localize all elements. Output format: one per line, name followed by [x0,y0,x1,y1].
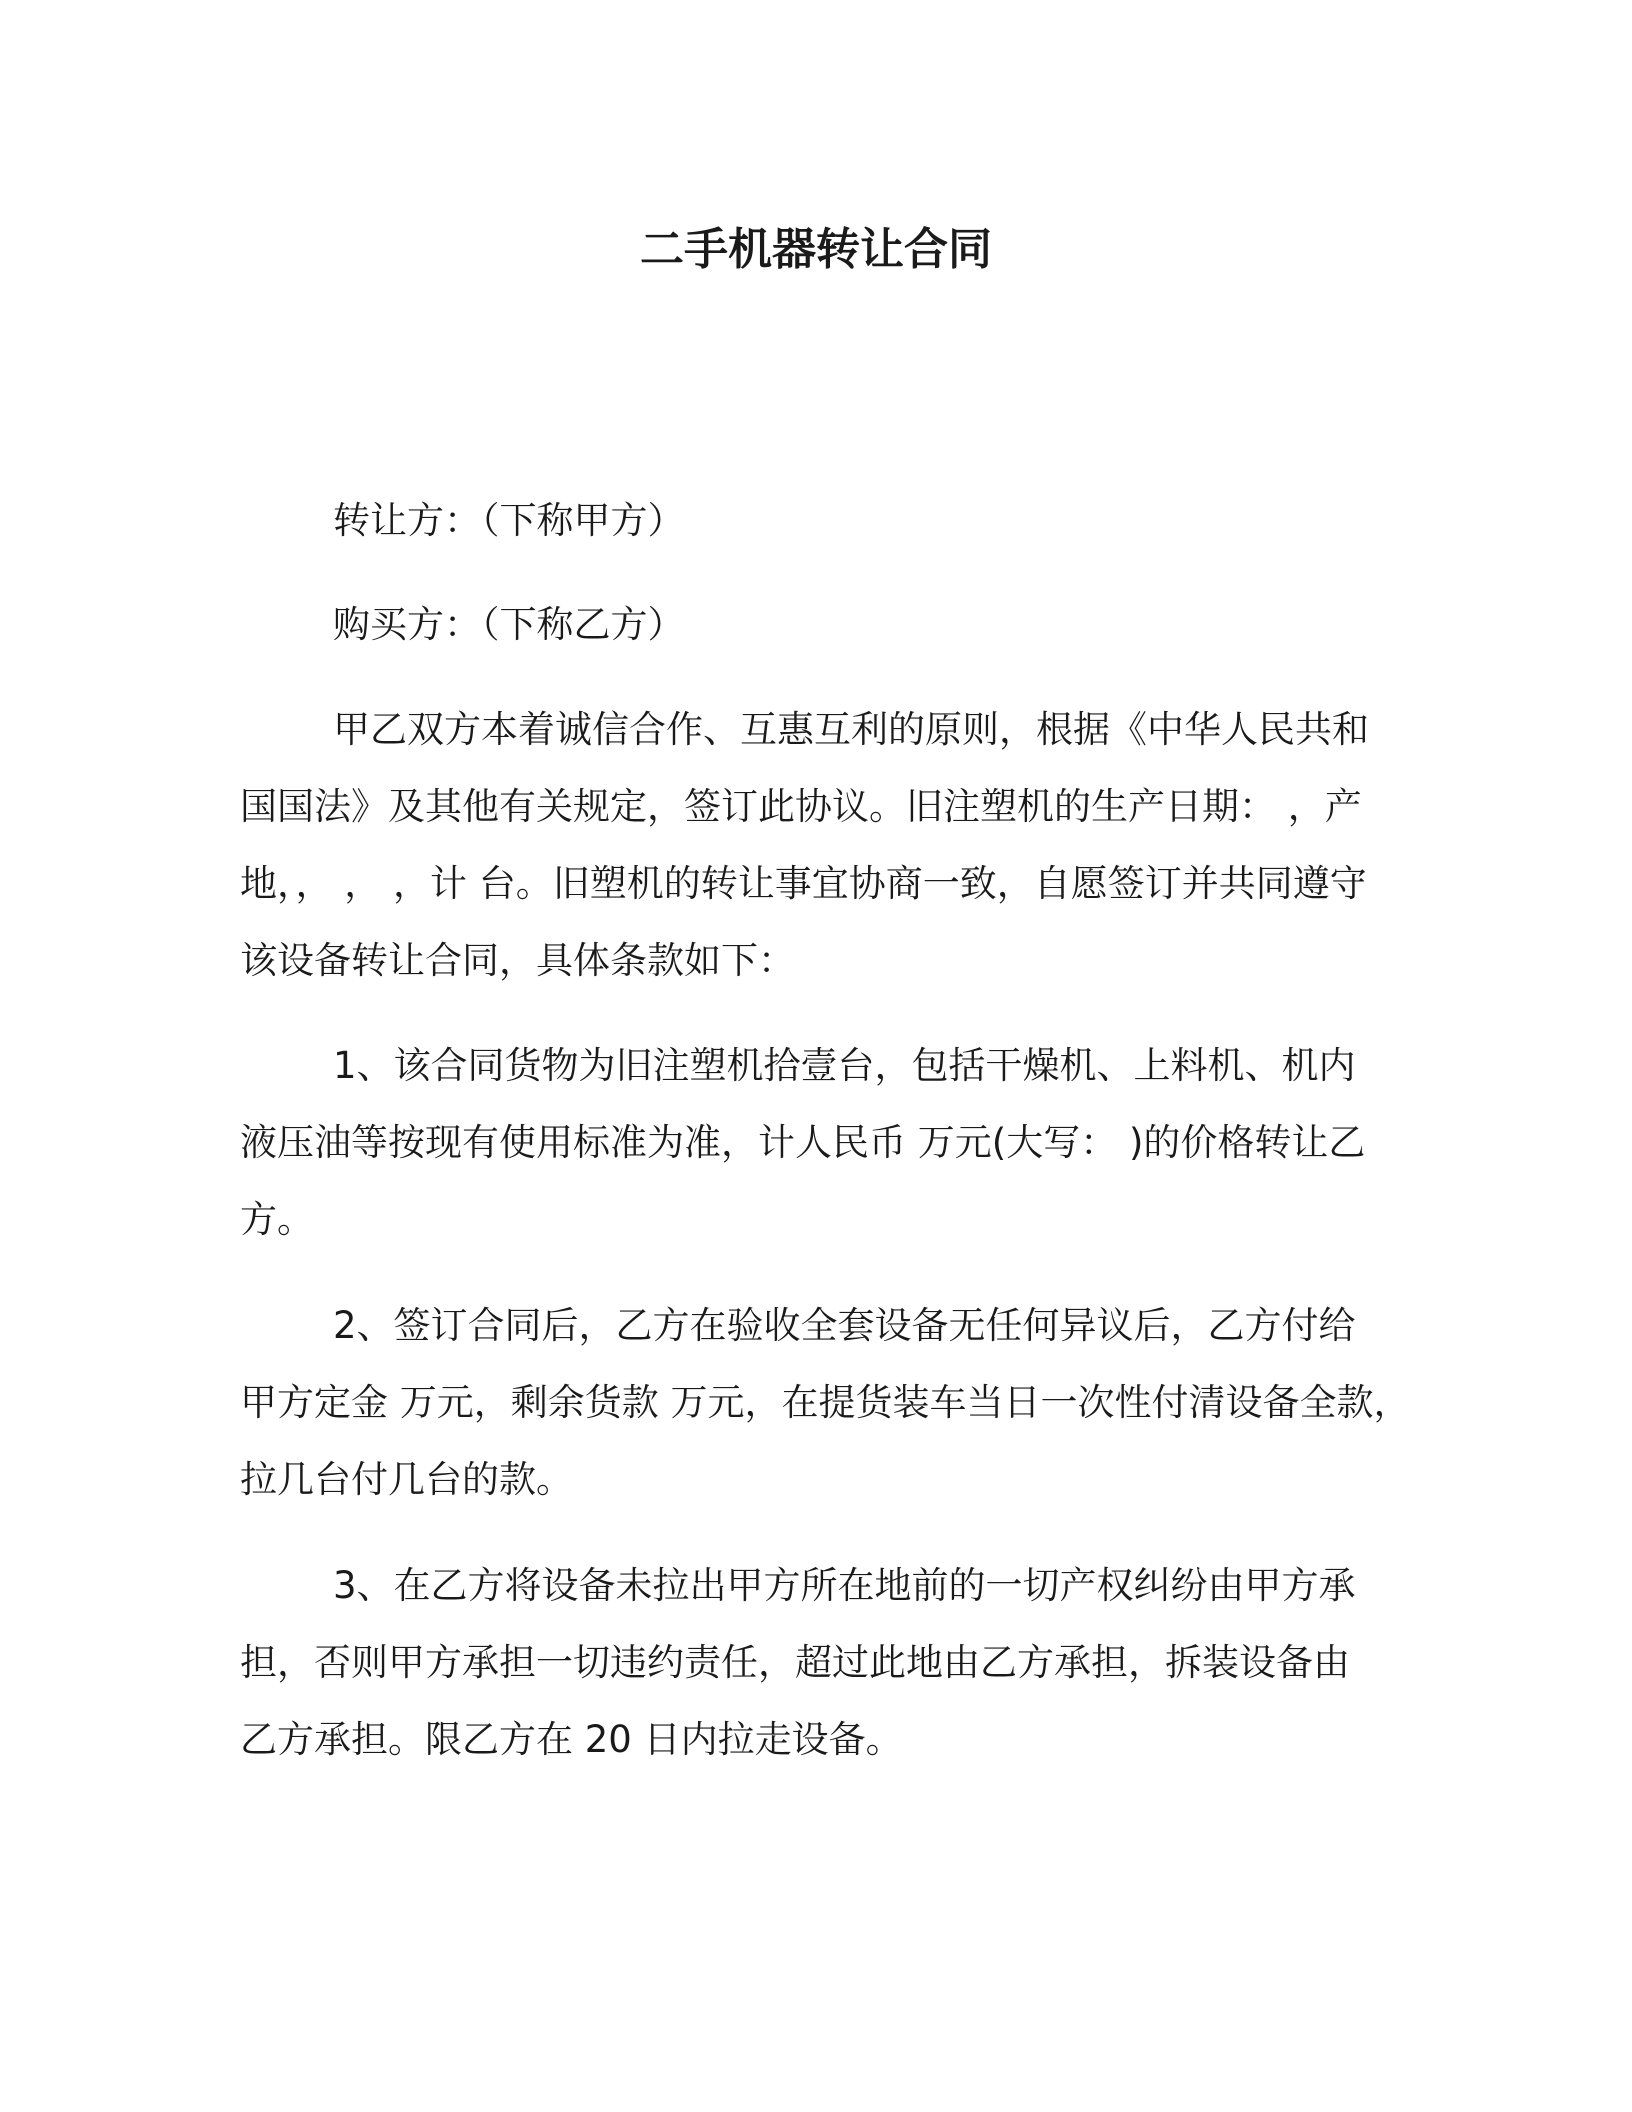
paragraph-line: 2、签订合同后，乙方在验收全套设备无任何异议后，乙方付给 [333,1304,1356,1347]
buyer-line: 购买方：（下称乙方） [333,603,685,646]
transferor-line: 转让方：（下称甲方） [333,499,685,542]
paragraph-line: 乙方承担。限乙方在 20 日内拉走设备。 [240,1718,903,1761]
paragraph-line: 1、该合同货物为旧注塑机拾壹台，包括干燥机、上料机、机内 [333,1044,1356,1087]
paragraph-line: 甲方定金 万元，剩余货款 万元，在提货装车当日一次性付清设备全款， [240,1381,1411,1424]
paragraph-line: 地，， ， ，计 台。旧塑机的转让事宜协商一致，自愿签订并共同遵守 [240,862,1367,905]
paragraph-line: 甲乙双方本着诚信合作、互惠互利的原则，根据《中华人民共和 [333,708,1369,751]
paragraph-line: 该设备转让合同，具体条款如下： [240,939,795,982]
clause-2 [240,1287,1411,1518]
paragraph-line: 拉几台付几台的款。 [240,1458,573,1501]
document-title: 二手机器转让合同 [640,224,992,275]
paragraph-line: 3、在乙方将设备未拉出甲方所在地前的一切产权纠纷由甲方承 [333,1564,1356,1607]
intro-paragraph [240,691,1400,999]
paragraph-line: 方。 [240,1198,314,1241]
paragraph-line: 国国法》及其他有关规定，签订此协议。旧注塑机的生产日期： ，产 [240,785,1362,828]
clause-1 [240,1027,1400,1258]
paragraph-line: 担，否则甲方承担一切违约责任，超过此地由乙方承担，拆装设备由 [240,1641,1350,1684]
paragraph-line: 液压油等按现有使用标准为准，计人民币 万元(大写： )的价格转让乙 [240,1121,1366,1164]
clause-3 [240,1547,1400,1778]
